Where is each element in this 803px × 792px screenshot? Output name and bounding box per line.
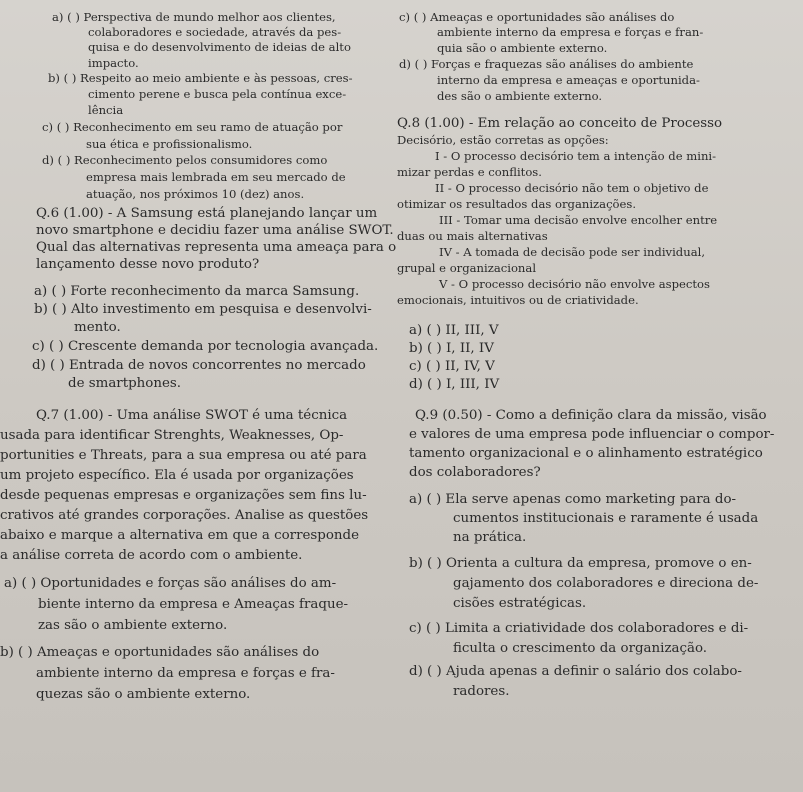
q8-item-i-line2: mizar perdas e conflitos.	[397, 165, 542, 179]
option-d-line1[interactable]: d) ( ) Reconhecimento pelos consumidores como	[42, 153, 328, 167]
q6-option-b-line1[interactable]: b) ( ) Alto investimento em pesquisa e desenvolvi-	[34, 302, 372, 317]
q7-statement-line2: usada para identificar Strenghts, Weaknesses, Op-	[0, 428, 344, 443]
q8-statement-line1: Q.8 (1.00) - Em relação ao conceito de Processo	[397, 116, 723, 131]
q6-statement-line3: Qual das alternativas representa uma ameaça para o	[36, 240, 397, 255]
option-c-line2: sua ética e profissionalismo.	[86, 137, 253, 151]
q6-option-c[interactable]: c) ( ) Crescente demanda por tecnologia avançada.	[32, 339, 379, 354]
option-d-line1[interactable]: d) ( ) Forças e fraquezas são análises do ambiente	[399, 57, 694, 71]
q7-option-b-line1[interactable]: b) ( ) Ameaças e oportunidades são análises do	[0, 645, 320, 660]
q6-statement-line4: lançamento desse novo produto?	[36, 257, 260, 272]
q8-option-a[interactable]: a) ( ) II, III, V	[409, 323, 499, 338]
option-d-line2: empresa mais lembrada em seu mercado de	[86, 170, 346, 184]
q6-option-a[interactable]: a) ( ) Forte reconhecimento da marca Samsung.	[34, 284, 360, 299]
q8-item-iv-line2: grupal e organizacional	[397, 261, 537, 275]
q8-item-v-line1: V - O processo decisório não envolve aspectos	[439, 277, 710, 291]
option-c-line1[interactable]: c) ( ) Reconhecimento em seu ramo de atuação por	[42, 120, 343, 134]
q7-statement-line1: Q.7 (1.00) - Uma análise SWOT é uma técnica	[36, 408, 348, 423]
q7-statement-line4: um projeto específico. Ela é usada por organizações	[0, 468, 354, 483]
q8-item-iii-line2: duas ou mais alternativas	[397, 229, 548, 243]
q9-option-a-line1[interactable]: a) ( ) Ela serve apenas como marketing para do-	[409, 492, 737, 507]
q7-statement-line7: abaixo e marque a alternativa em que a corresponde	[0, 528, 360, 543]
q6-option-d-line1[interactable]: d) ( ) Entrada de novos concorrentes no mercado	[32, 358, 366, 373]
option-d-line2: interno da empresa e ameaças e oportunida-	[437, 73, 700, 87]
q8-item-i-line1: I - O processo decisório tem a intenção de mini-	[435, 149, 717, 163]
q9-option-a-line2: cumentos institucionais e raramente é usada	[453, 511, 759, 526]
q9-option-d-line1[interactable]: d) ( ) Ajuda apenas a definir o salário dos colabo-	[409, 664, 742, 679]
q8-statement-line2: Decisório, estão corretas as opções:	[397, 133, 609, 147]
q8-option-b[interactable]: b) ( ) I, II, IV	[409, 341, 494, 356]
option-b-line1[interactable]: b) ( ) Respeito ao meio ambiente e às pessoas, cres-	[48, 71, 353, 85]
q8-option-c[interactable]: c) ( ) II, IV, V	[409, 359, 495, 374]
q8-item-iv-line1: IV - A tomada de decisão pode ser individual,	[439, 245, 706, 259]
q8-option-d[interactable]: d) ( ) I, III, IV	[409, 377, 500, 392]
q7-statement-line5: desde pequenas empresas e organizações sem fins lu-	[0, 488, 367, 503]
q7-statement-line8: a análise correta de acordo com o ambiente.	[0, 548, 303, 563]
option-a-line3: quisa e do desenvolvimento de ideias de alto	[88, 40, 351, 54]
q9-option-a-line3: na prática.	[453, 530, 527, 545]
option-d-line3: des são o ambiente externo.	[437, 89, 603, 103]
option-a-line4: impacto.	[88, 56, 139, 70]
option-d-line3: atuação, nos próximos 10 (dez) anos.	[86, 187, 305, 201]
q8-item-iii-line1: III - Tomar uma decisão envolve encolher entre	[439, 213, 718, 227]
q9-statement-line1: Q.9 (0.50) - Como a definição clara da missão, visão	[415, 408, 767, 423]
q7-statement-line3: portunities e Threats, para a sua empresa ou até para	[0, 448, 367, 463]
q9-option-d-line2: radores.	[453, 684, 510, 699]
option-a-line1[interactable]: a) ( ) Perspectiva de mundo melhor aos clientes,	[52, 10, 336, 24]
q8-item-ii-line2: otimizar os resultados das organizações.	[397, 197, 637, 211]
option-b-line2: cimento perene e busca pela contínua exce-	[88, 87, 347, 101]
q7-option-a-line3: zas são o ambiente externo.	[38, 618, 228, 633]
q6-statement-line1: Q.6 (1.00) - A Samsung está planejando lançar um	[36, 206, 378, 221]
q9-statement-line2: e valores de uma empresa pode influenciar o compor-	[409, 427, 775, 442]
q9-option-c-line2: ficulta o crescimento da organização.	[453, 641, 708, 656]
q7-option-a-line1[interactable]: a) ( ) Oportunidades e forças são análises do am-	[4, 576, 337, 591]
q9-option-b-line1[interactable]: b) ( ) Orienta a cultura da empresa, promove o en-	[409, 556, 752, 571]
option-c-line3: quia são o ambiente externo.	[437, 41, 608, 55]
option-a-line2: colaboradores e sociedade, através da pes-	[88, 25, 342, 39]
q9-option-c-line1[interactable]: c) ( ) Limita a criatividade dos colaboradores e di-	[409, 621, 749, 636]
q6-option-d-line2: de smartphones.	[68, 376, 182, 391]
q6-option-b-line2: mento.	[74, 320, 121, 335]
q7-option-b-line2: ambiente interno da empresa e forças e fra-	[36, 666, 335, 681]
q9-option-b-line3: cisões estratégicas.	[453, 596, 587, 611]
q7-option-b-line3: quezas são o ambiente externo.	[36, 687, 251, 702]
q8-item-ii-line1: II - O processo decisório não tem o objetivo de	[435, 181, 709, 195]
q6-statement-line2: novo smartphone e decidiu fazer uma análise SWOT.	[36, 223, 394, 238]
q9-statement-line4: dos colaboradores?	[409, 465, 541, 480]
q8-item-v-line2: emocionais, intuitivos ou de criatividade.	[397, 293, 639, 307]
q9-statement-line3: tamento organizacional e o alinhamento estratégico	[409, 446, 763, 461]
option-c-line1[interactable]: c) ( ) Ameaças e oportunidades são análises do	[399, 10, 675, 24]
q9-option-b-line2: gajamento dos colaboradores e direciona de-	[453, 576, 759, 591]
q7-option-a-line2: biente interno da empresa e Ameaças fraque-	[38, 597, 349, 612]
option-b-line3: lência	[88, 103, 124, 117]
option-c-line2: ambiente interno da empresa e forças e fran-	[437, 25, 704, 39]
q7-statement-line6: crativos até grandes corporações. Analise as questões	[0, 508, 369, 523]
